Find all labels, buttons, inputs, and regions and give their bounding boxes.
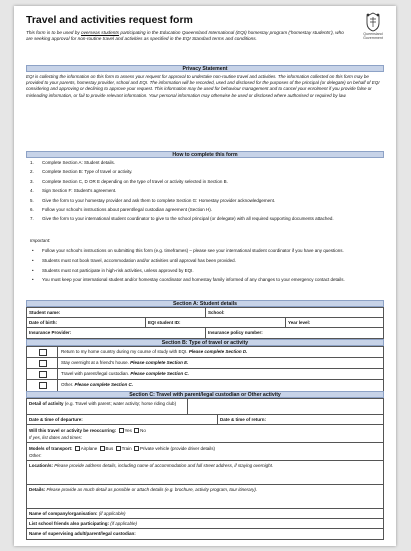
bullet-item: • Students must not book travel, accommodation and/or activities until approval has been provided. (30, 258, 380, 264)
dates-row (27, 415, 383, 425)
option-label: Other. Please complete Section C. (61, 382, 134, 387)
yes-checkbox[interactable] (119, 428, 124, 433)
friends-field[interactable]: List school friends also participating: (if applicable) (29, 520, 138, 526)
option-row (27, 380, 383, 391)
supervisor-row (27, 529, 383, 539)
locations-field[interactable]: Location/s: Please provide address details, including name of accommodation and full street address, if staying overnight. (29, 462, 274, 468)
form-page (14, 6, 396, 546)
private-vehicle-checkbox[interactable] (134, 446, 139, 451)
overseas-students-link[interactable]: overseas students (80, 30, 120, 35)
details-field[interactable]: Details: Please provide as much detail as possible or attach details (e.g. brochure, activity program, tour itinerary). (29, 486, 258, 492)
section-a-table (26, 307, 384, 339)
option-label: Travel with parent/legal custodian. Please complete Section C. (61, 371, 189, 376)
section-b-heading: Section B: Type of travel or activity (26, 339, 384, 346)
student-name-row (27, 308, 383, 318)
option-label: Return to my home country during my course of study with EQI. Please complete Section D. (61, 349, 248, 354)
queensland-government-logo (358, 12, 388, 40)
bullet-item: • You must keep your international student and/or homestay coordinator and homestay family informed of any changes to your emergency contact details. (30, 277, 380, 283)
bus-checkbox[interactable] (100, 446, 105, 451)
travel-custodian-checkbox[interactable] (39, 371, 47, 378)
section-a-heading: Section A: Student details (26, 300, 384, 307)
steps-list (30, 160, 380, 226)
insurance-policy-field[interactable]: Insurance policy number: (205, 328, 383, 338)
student-name-field[interactable]: Student name: (29, 309, 61, 315)
option-row (27, 369, 383, 380)
logo-line2: Government (363, 36, 383, 40)
step-item: 7. Give the form to your international student coordinator to give to the school principal (or delegate) with all required supporting documents attached. (30, 216, 334, 222)
form-title: Travel and activities request form (26, 14, 193, 26)
step-item: 3. Complete Section C, D OR E depending on the type of travel or activity selected in Section B. (30, 178, 228, 184)
overnight-friend-checkbox[interactable] (39, 360, 47, 367)
details-row (27, 485, 383, 509)
section-b-table (26, 346, 384, 392)
important-bullets (30, 248, 380, 287)
departure-field[interactable]: Date & time of departure: (29, 416, 83, 422)
important-label: Important: (30, 238, 51, 243)
transport-row: Mode/s of transport: Airplane Bus Train Private vehicle (provide driver details) Other: (27, 443, 383, 461)
school-field[interactable]: School: (205, 308, 383, 317)
airplane-checkbox[interactable] (75, 446, 80, 451)
supervisor-field[interactable]: Name of supervising adult/parent/legal custodian: (29, 530, 136, 536)
company-row (27, 509, 383, 519)
step-item: 6. Follow your school's instructions about parent/legal custodian agreement (Section H). (30, 206, 212, 212)
how-to-heading: How to complete this form (26, 151, 384, 158)
train-checkbox[interactable] (116, 446, 121, 451)
section-c-heading: Section C: Travel with parent/legal custodian or Other activity (26, 391, 384, 398)
option-row (27, 358, 383, 369)
step-item: 5. Give the form to your homestay provider and ask them to complete Section G: Homestay provider acknowledgement. (30, 197, 276, 203)
if-yes-label: If yes, list dates and times: (29, 434, 83, 440)
logo-line1: Queensland (363, 32, 383, 36)
intro-text-1: This form is to be used by (26, 30, 81, 35)
company-field[interactable]: Name of company/organisation: (if applicable) (29, 510, 126, 516)
option-row (27, 347, 383, 358)
bullet-item: • Students must not participate in high-risk activities, unless approved by EQI. (30, 268, 380, 274)
option-label: Stay overnight at a friend's house. Please complete Section E. (61, 360, 189, 365)
insurance-row (27, 328, 383, 338)
return-field[interactable]: Date & time of return: (217, 415, 383, 424)
crest-icon (364, 12, 382, 32)
reoccurring-row: Will this travel or activity be reoccurring: Yes No If yes, list dates and times: (27, 425, 383, 443)
other-checkbox[interactable] (39, 382, 47, 389)
dob-row (27, 318, 383, 328)
insurance-provider-field[interactable]: Insurance Provider: (29, 329, 72, 335)
detail-activity-row (27, 399, 383, 415)
bullet-item: • Follow your school's instructions on submitting this form (e.g. timeframes) – please see your international student coordinator if you have any questions. (30, 248, 380, 254)
step-item: 4. Sign Section F: Student's agreement. (30, 188, 117, 194)
step-item: 2. Complete Section B: Type of travel or activity. (30, 169, 133, 175)
privacy-body: EQI is collecting the information on this form to assess your request for approval to undertake non-routine travel and activities. The information collected on this form may be provided to your parents, homestay provider, school and EQI. The information will be recorded, used and disclosed for the purposes of the principal (or delegate) on behalf of EQI considering and approving or declining to approve your request. This information may be used for behaviour management and to cancel your enrolment if you provide false or misleading information, or fail to provide relevant information. Your personal information may otherwise be used or disclosed where authorised or required by law. (26, 74, 380, 98)
dob-field[interactable]: Date of birth: (29, 319, 57, 325)
intro-text-2: participating in the Education Queensland International (EQI) homestay program ('homestay students'), who are seeking approval for non-routine travel and activities as specified in the EQI Standard terms and conditions. (26, 30, 344, 42)
eqi-id-field[interactable]: EQI student ID: (145, 318, 285, 327)
intro-paragraph (26, 30, 348, 43)
other-transport-field[interactable]: Other: (29, 452, 42, 458)
no-checkbox[interactable] (134, 428, 139, 433)
detail-activity-input[interactable] (187, 399, 383, 414)
locations-row (27, 461, 383, 485)
year-level-field[interactable]: Year level: (285, 318, 383, 327)
friends-row (27, 519, 383, 529)
privacy-heading: Privacy Statement (26, 65, 384, 72)
step-item: 1. Complete Section A: Student details. (30, 160, 116, 165)
return-home-checkbox[interactable] (39, 349, 47, 356)
detail-activity-label: Detail of activity (e.g. Travel with parent; water activity; horse riding club) (29, 400, 177, 406)
section-c-table (26, 398, 384, 540)
